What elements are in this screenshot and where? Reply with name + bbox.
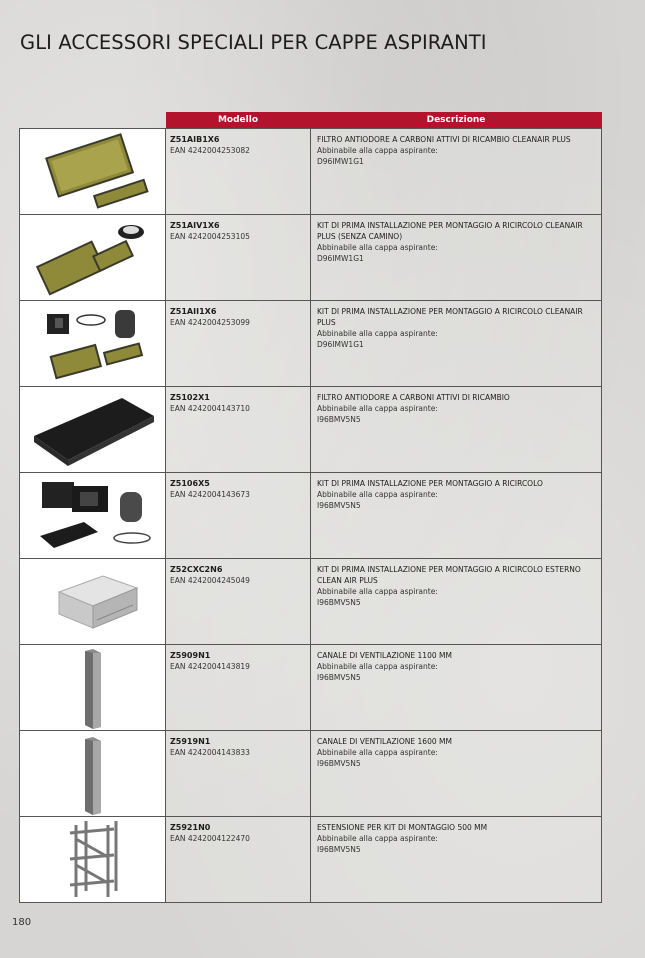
compatibility-label: Abbinabile alla cappa aspirante: [317,587,438,596]
model-code: Z51AII1X6 [170,307,217,316]
table-row [20,731,602,817]
description-title: ESTENSIONE PER KIT DI MONTAGGIO 500 MM [317,823,488,832]
compatible-hood: I96BMV5N5 [317,598,361,607]
ean-code: EAN 4242004253105 [170,232,250,241]
description-column-header: Descrizione [311,112,602,129]
model-cell [166,645,311,731]
description-cell [311,731,602,817]
compatibility-label: Abbinabile alla cappa aspirante: [317,243,438,252]
compatible-hood: D96IMW1G1 [317,157,364,166]
compatible-hood: I96BMV5N5 [317,845,361,854]
duct-1100-icon [63,647,123,729]
ean-code: EAN 4242004143673 [170,490,250,499]
product-image-cell [20,559,166,645]
page-title: GLI ACCESSORI SPECIALI PER CAPPE ASPIRANTI [20,31,487,54]
description-title: FILTRO ANTIODORE A CARBONI ATTIVI DI RICAMBIO [317,393,510,402]
compatibility-label: Abbinabile alla cappa aspirante: [317,748,438,757]
cleanair-full-kit-icon [33,304,153,384]
model-code: Z51AIB1X6 [170,135,220,144]
ean-code: EAN 4242004143833 [170,748,250,757]
model-cell [166,731,311,817]
table-header-row [20,112,602,129]
description-cell [311,473,602,559]
description-cell [311,817,602,903]
model-code: Z5102X1 [170,393,210,402]
image-column-header [20,112,166,129]
model-column-header: Modello [166,112,311,129]
model-cell [166,473,311,559]
product-image-cell [20,387,166,473]
table-row [20,473,602,559]
model-code: Z5919N1 [170,737,211,746]
compatibility-label: Abbinabile alla cappa aspirante: [317,404,438,413]
ean-code: EAN 4242004143710 [170,404,250,413]
description-cell [311,301,602,387]
description-title: FILTRO ANTIODORE A CARBONI ATTIVI DI RICAMBIO CLEANAIR PLUS [317,135,571,144]
description-cell [311,129,602,215]
compatibility-label: Abbinabile alla cappa aspirante: [317,662,438,671]
ean-code: EAN 4242004143819 [170,662,250,671]
model-cell [166,129,311,215]
table-row [20,215,602,301]
ean-code: EAN 4242004253099 [170,318,250,327]
compatibility-label: Abbinabile alla cappa aspirante: [317,146,438,155]
model-code: Z5909N1 [170,651,211,660]
compatible-hood: I96BMV5N5 [317,501,361,510]
description-cell [311,645,602,731]
duct-1600-icon [63,733,123,815]
compatibility-label: Abbinabile alla cappa aspirante: [317,329,438,338]
model-cell [166,301,311,387]
model-code: Z51AIV1X6 [170,221,220,230]
ean-code: EAN 4242004122470 [170,834,250,843]
model-code: Z52CXC2N6 [170,565,223,574]
description-title: CANALE DI VENTILAZIONE 1600 MM [317,737,452,746]
compatibility-label: Abbinabile alla cappa aspirante: [317,490,438,499]
description-cell [311,215,602,301]
page-number: 180 [12,917,32,928]
product-image-cell [20,645,166,731]
ean-code: EAN 4242004245049 [170,576,250,585]
description-title: KIT DI PRIMA INSTALLAZIONE PER MONTAGGIO A RICIRCOLO CLEANAIR PLUS (SENZA CAMINO) [317,221,583,241]
table-row [20,559,602,645]
description-title: KIT DI PRIMA INSTALLAZIONE PER MONTAGGIO A RICIRCOLO CLEANAIR PLUS [317,307,583,327]
table-row [20,387,602,473]
external-module-icon [33,562,153,642]
product-image-cell [20,129,166,215]
model-code: Z5106X5 [170,479,210,488]
compatible-hood: D96IMW1G1 [317,254,364,263]
compatible-hood: I96BMV5N5 [317,415,361,424]
mounting-frame-icon [48,819,138,901]
carbon-filter-icon [28,390,158,470]
product-image-cell [20,731,166,817]
product-image-cell [20,817,166,903]
description-title: KIT DI PRIMA INSTALLAZIONE PER MONTAGGIO A RICIRCOLO [317,479,543,488]
description-cell [311,559,602,645]
model-cell [166,559,311,645]
compatible-hood: I96BMV5N5 [317,673,361,682]
model-cell [166,387,311,473]
compatible-hood: D96IMW1G1 [317,340,364,349]
description-title: CANALE DI VENTILAZIONE 1100 MM [317,651,452,660]
description-title: KIT DI PRIMA INSTALLAZIONE PER MONTAGGIO A RICIRCOLO ESTERNO CLEAN AIR PLUS [317,565,581,585]
model-cell [166,215,311,301]
compatibility-label: Abbinabile alla cappa aspirante: [317,834,438,843]
table-row [20,301,602,387]
product-image-cell [20,473,166,559]
cleanair-filter-pair-icon [33,132,153,212]
table-row [20,817,602,903]
model-code: Z5921N0 [170,823,211,832]
product-image-cell [20,215,166,301]
table-row [20,129,602,215]
model-cell [166,817,311,903]
cleanair-kit-icon [33,218,153,298]
compatible-hood: I96BMV5N5 [317,759,361,768]
product-image-cell [20,301,166,387]
description-cell [311,387,602,473]
recirculation-kit-icon [28,476,158,556]
table-row [20,645,602,731]
ean-code: EAN 4242004253082 [170,146,250,155]
accessories-table [19,112,602,903]
